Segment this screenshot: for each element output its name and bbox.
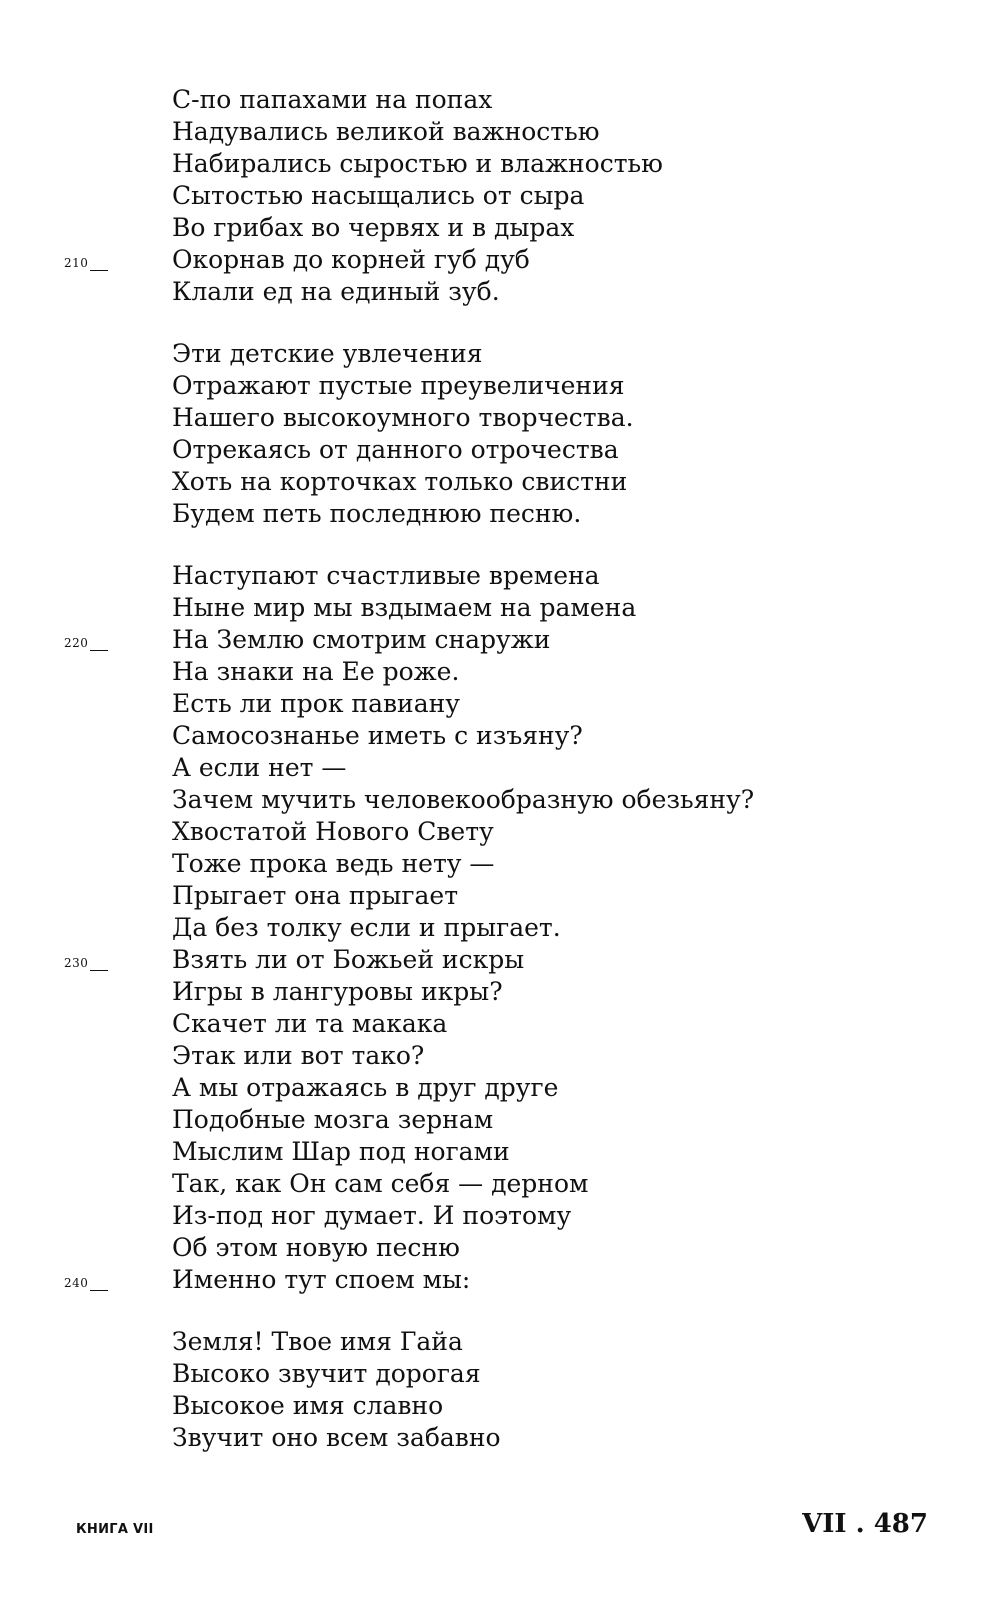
poem-line <box>0 402 1000 434</box>
poem-line-text: Самосознанье иметь с изъяну? <box>172 721 583 750</box>
poem-line <box>0 1326 1000 1358</box>
stanza <box>0 1326 1000 1454</box>
poem-line <box>0 180 1000 212</box>
poem-line <box>0 244 1000 276</box>
poem-line <box>0 784 1000 816</box>
poem-line-text: Высоко звучит дорогая <box>172 1359 481 1388</box>
poem-line <box>0 434 1000 466</box>
poem-line-text: Есть ли прок павиану <box>172 689 461 718</box>
poem-line-text: Ныне мир мы вздымаем на рамена <box>172 593 637 622</box>
poem-line-text: Клали ед на единый зуб. <box>172 277 500 306</box>
poem-line-text: Надувались великой важностью <box>172 117 600 146</box>
poem-line <box>0 624 1000 656</box>
poem-line-text: Об этом новую песню <box>172 1233 460 1262</box>
line-number-marker: 220 <box>64 627 108 659</box>
poem-line-text: Высокое имя славно <box>172 1391 444 1420</box>
poem-line-text: С-по папахами на попах <box>172 85 493 114</box>
poem-line-text: Сытостью насыщались от сыра <box>172 181 585 210</box>
poem-line-text: А мы отражаясь в друг друге <box>172 1073 559 1102</box>
poem-line <box>0 1358 1000 1390</box>
line-number-marker: 230 <box>64 947 108 979</box>
poem-line-text: Этак или вот тако? <box>172 1041 425 1070</box>
stanza <box>0 84 1000 308</box>
line-number-marker: 210 <box>64 247 108 279</box>
poem-line <box>0 592 1000 624</box>
poem-line <box>0 944 1000 976</box>
stanza <box>0 560 1000 1296</box>
poem-body <box>0 84 1000 1484</box>
poem-line-text: Из-под ног думает. И поэтому <box>172 1201 572 1230</box>
poem-line-text: Хоть на корточках только свистни <box>172 467 628 496</box>
poem-line-text: Набирались сыростью и влажностью <box>172 149 663 178</box>
poem-line <box>0 212 1000 244</box>
poem-line-text: Игры в лангуровы икры? <box>172 977 503 1006</box>
poem-line <box>0 498 1000 530</box>
poem-line-text: Зачем мучить человекообразную обезьяну? <box>172 785 755 814</box>
poem-line <box>0 466 1000 498</box>
poem-line <box>0 1104 1000 1136</box>
poem-line-text: Так, как Он сам себя — дерном <box>172 1169 589 1198</box>
poem-line-text: Нашего высокоумного творчества. <box>172 403 634 432</box>
poem-line <box>0 656 1000 688</box>
poem-line <box>0 1232 1000 1264</box>
poem-line-text: Во грибах во червях и в дырах <box>172 213 575 242</box>
poem-line <box>0 116 1000 148</box>
poem-line <box>0 976 1000 1008</box>
poem-line <box>0 912 1000 944</box>
poem-line <box>0 1168 1000 1200</box>
poem-line <box>0 688 1000 720</box>
poem-line <box>0 816 1000 848</box>
poem-line <box>0 1200 1000 1232</box>
poem-line <box>0 752 1000 784</box>
poem-line <box>0 148 1000 180</box>
poem-line <box>0 848 1000 880</box>
poem-line <box>0 560 1000 592</box>
poem-line-text: Тоже прока ведь нету — <box>172 849 495 878</box>
poem-line-text: Скачет ли та макака <box>172 1009 448 1038</box>
poem-line <box>0 1422 1000 1454</box>
poem-line-text: Именно тут споем мы: <box>172 1265 471 1294</box>
poem-line <box>0 1390 1000 1422</box>
poem-line-text: Хвостатой Нового Свету <box>172 817 494 846</box>
poem-line-text: Подобные мозга зернам <box>172 1105 494 1134</box>
poem-line-text: Взять ли от Божьей искры <box>172 945 525 974</box>
poem-line-text: Звучит оно всем забавно <box>172 1423 501 1452</box>
poem-line-text: На знаки на Ее роже. <box>172 657 460 686</box>
poem-line-text: Отрекаясь от данного отрочества <box>172 435 619 464</box>
poem-line <box>0 370 1000 402</box>
poem-line <box>0 1136 1000 1168</box>
page-number: VII . 487 <box>802 1509 928 1539</box>
poem-line-text: Мыслим Шар под ногами <box>172 1137 510 1166</box>
poem-line-text: Будем петь последнюю песню. <box>172 499 582 528</box>
poem-line <box>0 1264 1000 1296</box>
poem-line-text: Наступают счастливые времена <box>172 561 600 590</box>
poem-line <box>0 720 1000 752</box>
poem-line-text: А если нет — <box>172 753 347 782</box>
poem-line <box>0 338 1000 370</box>
running-footer-book-title: КНИГА VII <box>76 1522 154 1537</box>
poem-line <box>0 1072 1000 1104</box>
poem-line <box>0 276 1000 308</box>
stanza <box>0 338 1000 530</box>
poem-line-text: На Землю смотрим снаружи <box>172 625 551 654</box>
poem-line-text: Прыгает она прыгает <box>172 881 459 910</box>
poem-line <box>0 1040 1000 1072</box>
poem-line-text: Земля! Твое имя Гайа <box>172 1327 463 1356</box>
poem-line <box>0 84 1000 116</box>
poem-line-text: Да без толку если и прыгает. <box>172 913 561 942</box>
poem-line-text: Отражают пустые преувеличения <box>172 371 625 400</box>
poem-line <box>0 1008 1000 1040</box>
poem-line <box>0 880 1000 912</box>
poem-line-text: Окорнав до корней губ дуб <box>172 245 530 274</box>
line-number-marker: 240 <box>64 1267 108 1299</box>
poem-line-text: Эти детские увлечения <box>172 339 483 368</box>
